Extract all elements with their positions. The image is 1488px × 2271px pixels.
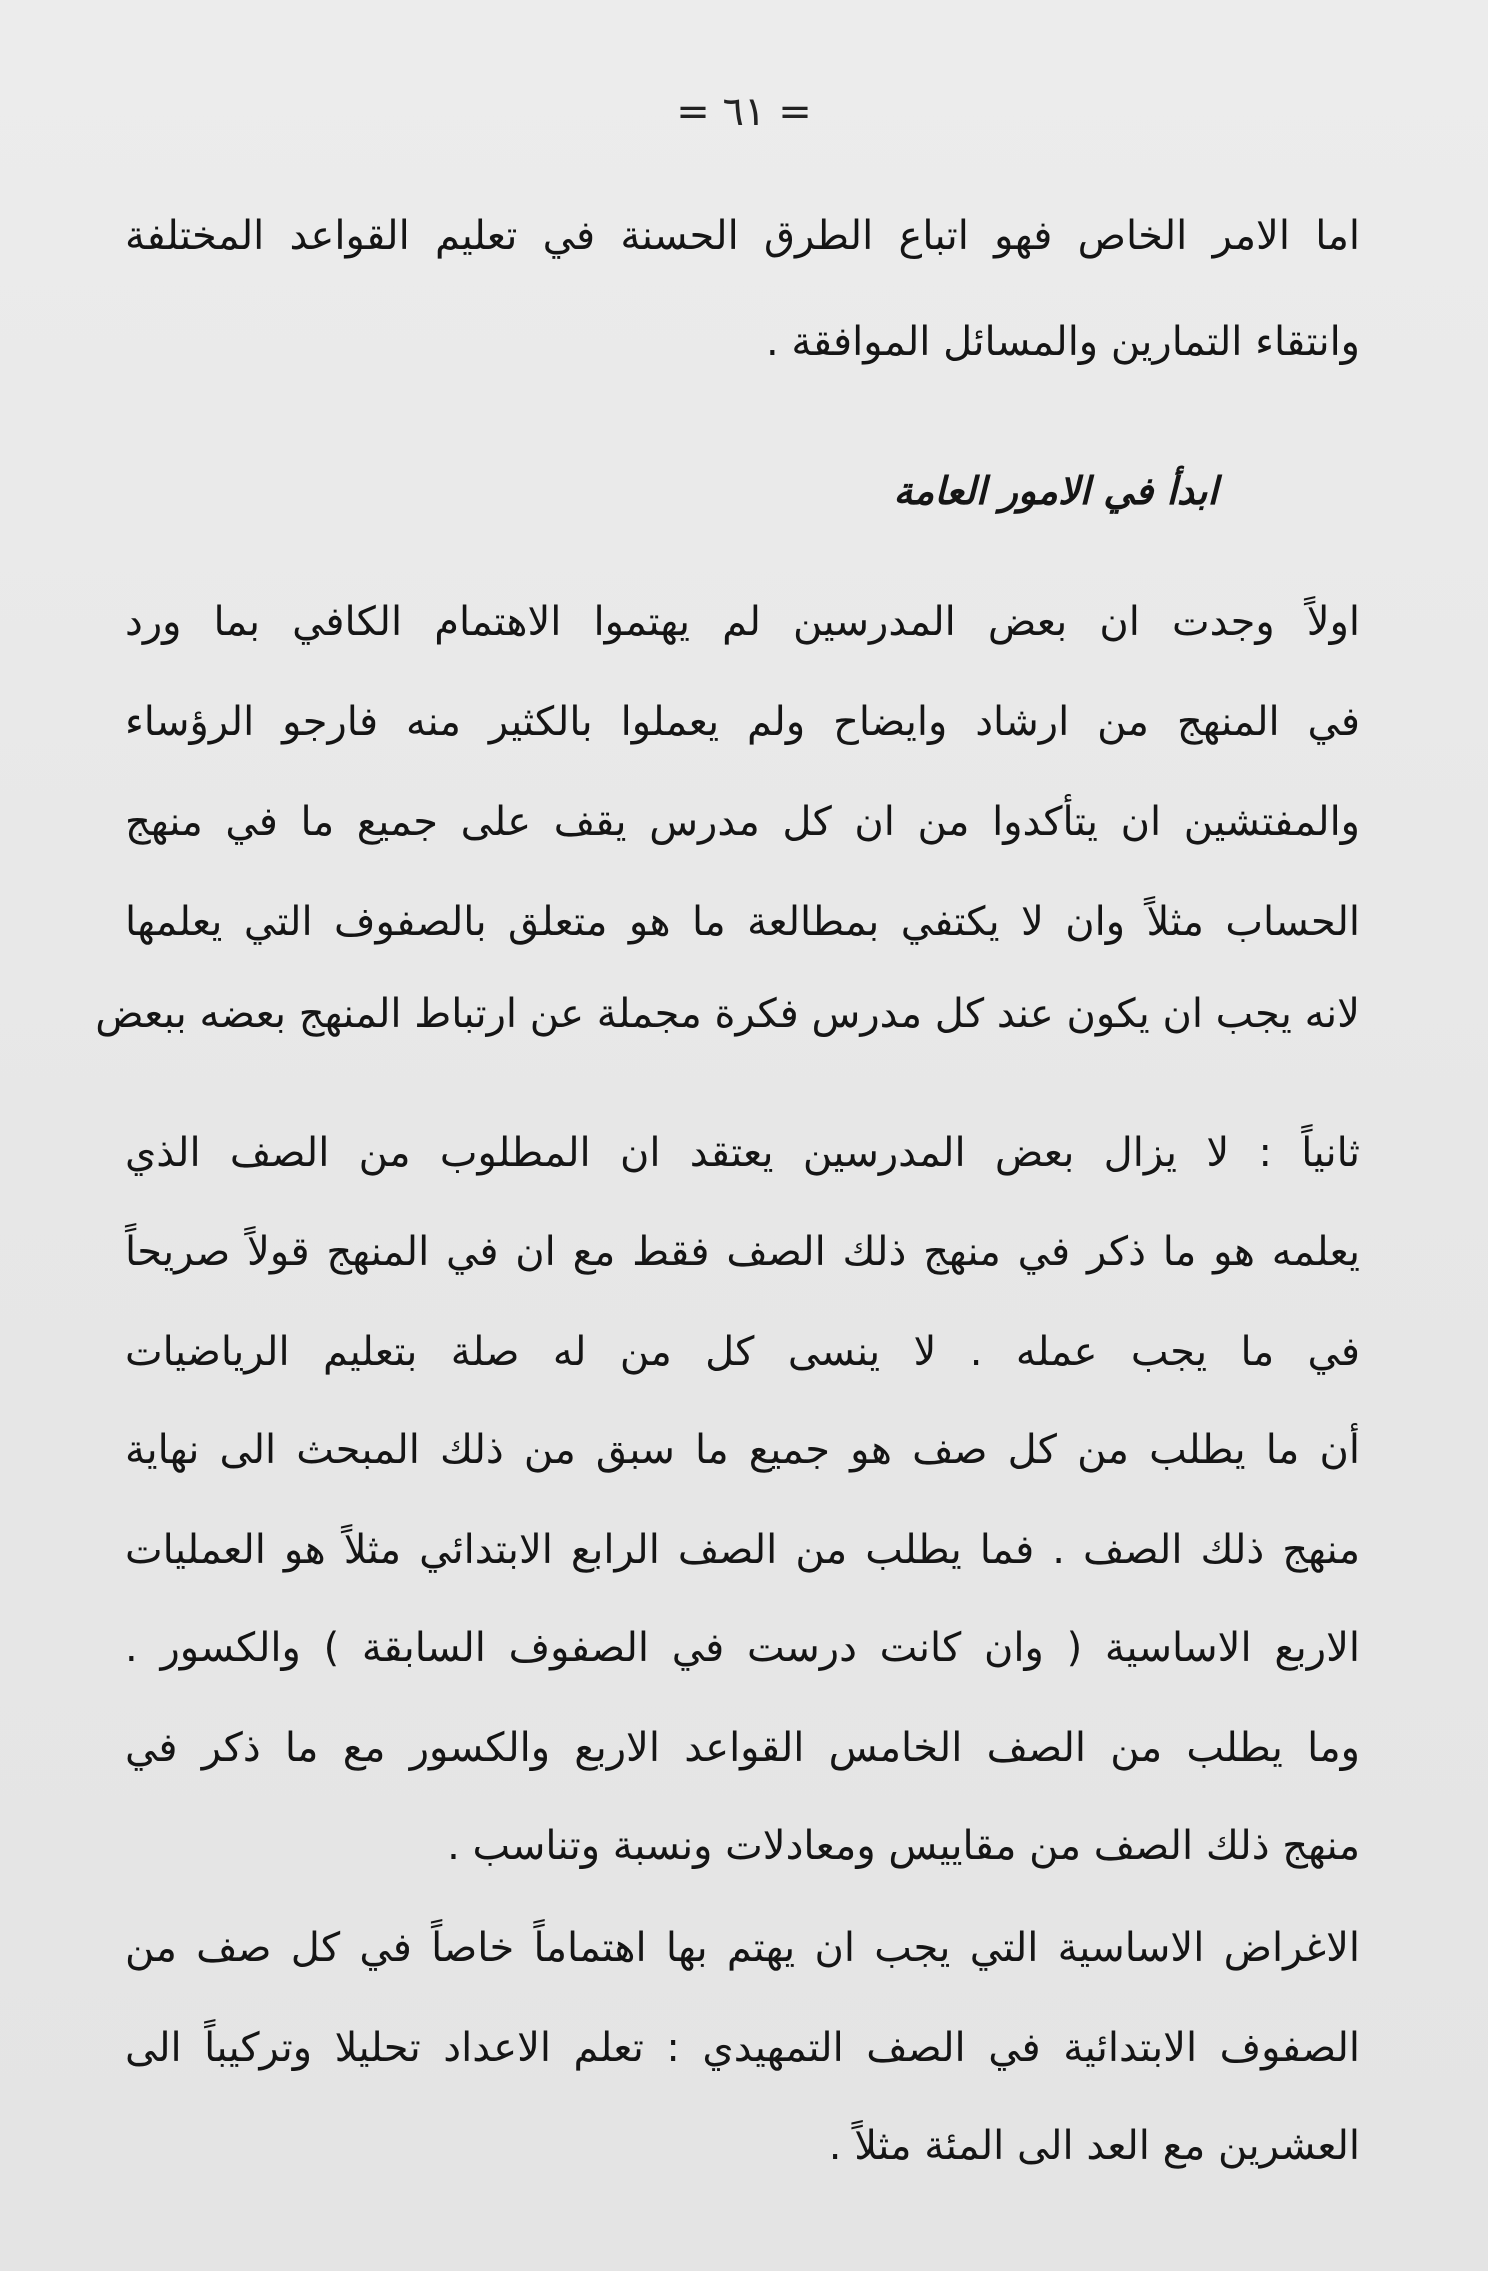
page-number: = ٦١ = [676, 89, 812, 135]
paragraph-line: ثانياً : لا يزال بعض المدرسين يعتقد ان المطلوب من الصف الذي [125, 1130, 1360, 1176]
paragraph-line: وما يطلب من الصف الخامس القواعد الاربع والكسور مع ما ذكر في [125, 1725, 1360, 1771]
paragraph-line: والمفتشين ان يتأكدوا من ان كل مدرس يقف على جميع ما في منهج [125, 799, 1360, 845]
section-heading: ابدأ في الامور العامة [893, 469, 1218, 513]
paragraph-line: لانه يجب ان يكون عند كل مدرس فكرة مجملة عن ارتباط المنهج بعضه ببعض [95, 991, 1360, 1037]
paragraph-line: في المنهج من ارشاد وايضاح ولم يعملوا بالكثير منه فارجو الرؤساء [125, 699, 1360, 745]
paragraph-line: اولاً وجدت ان بعض المدرسين لم يهتموا الاهتمام الكافي بما ورد [125, 599, 1360, 645]
paragraph-line: منهج ذلك الصف . فما يطلب من الصف الرابع الابتدائي مثلاً هو العمليات [125, 1527, 1360, 1573]
paragraph-line: يعلمه هو ما ذكر في منهج ذلك الصف فقط مع ان في المنهج قولاً صريحاً [125, 1229, 1360, 1275]
paragraph-line: الحساب مثلاً وان لا يكتفي بمطالعة ما هو متعلق بالصفوف التي يعلمها [125, 899, 1360, 945]
intro-line: اما الامر الخاص فهو اتباع الطرق الحسنة في تعليم القواعد المختلفة [125, 213, 1360, 259]
paragraph-line: الاغراض الاساسية التي يجب ان يهتم بها اهتماماً خاصاً في كل صف من [125, 1925, 1360, 1971]
paragraph-line: الصفوف الابتدائية في الصف التمهيدي : تعلم الاعداد تحليلا وتركيباً الى [125, 2025, 1360, 2071]
paragraph-line: العشرين مع العد الى المئة مثلاً . [828, 2123, 1360, 2169]
paragraph-line: الاربع الاساسية ( وان كانت درست في الصفوف السابقة ) والكسور . [125, 1625, 1360, 1671]
intro-line: وانتقاء التمارين والمسائل الموافقة . [765, 319, 1360, 365]
paragraph-line: منهج ذلك الصف من مقاييس ومعادلات ونسبة وتناسب . [447, 1823, 1360, 1869]
paragraph-line: أن ما يطلب من كل صف هو جميع ما سبق من ذلك المبحث الى نهاية [125, 1427, 1360, 1473]
paragraph-line: في ما يجب عمله . لا ينسى كل من له صلة بتعليم الرياضيات [125, 1329, 1360, 1375]
